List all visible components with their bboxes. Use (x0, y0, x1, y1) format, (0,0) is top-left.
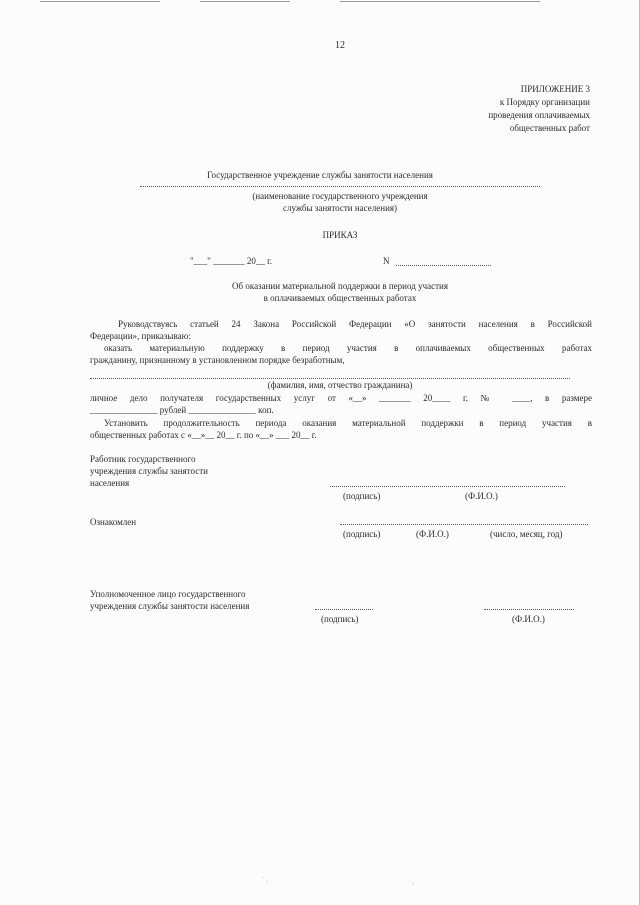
worker-label-1: Работник государственного (90, 454, 196, 464)
acquainted-label: Ознакомлен (90, 517, 137, 527)
order-number-label: N (383, 256, 390, 266)
authorized-fio-caption: (Ф.И.О.) (512, 614, 545, 624)
institution-name: Государственное учреждение службы занятости населения (207, 170, 433, 180)
order-date: "___" _______ 20__ г. (190, 256, 273, 266)
body-p2-line-2: гражданину, признанному в установленном порядке безработным, (90, 355, 345, 365)
appendix-line-3: проведения оплачиваемых (488, 110, 590, 120)
citizen-caption: (фамилия, имя, отчество гражданина) (267, 380, 413, 390)
order-title: ПРИКАЗ (322, 230, 358, 240)
appendix-line-4: общественных работ (509, 123, 590, 133)
appendix-line-2: к Порядку организации (499, 97, 590, 107)
body-p3-line-1: личное дело получателя государственных услуг от «__» _______ 20____ г. № ____, в размере (90, 393, 592, 403)
appendix-title: ПРИЛОЖЕНИЕ 3 (520, 84, 590, 94)
page-number: 12 (335, 40, 345, 51)
order-number-field (396, 265, 491, 266)
scan-noise-mark: · (412, 880, 415, 888)
institution-underline (140, 186, 540, 187)
worker-signature-field (330, 486, 565, 487)
worker-sign-caption: (подпись) (343, 491, 381, 501)
body-p4-line-2: общественных работах с «__»__ 20__ г. по «__» ___ 20__ г. (90, 430, 317, 440)
acquainted-fio-caption: (Ф.И.О.) (416, 529, 449, 539)
citizen-name-field (90, 378, 570, 379)
acquainted-sign-caption: (подпись) (343, 529, 381, 539)
authorized-sign-caption: (подпись) (321, 614, 359, 624)
acquainted-date-caption: (число, месяц, год) (490, 529, 563, 539)
institution-caption-2: службы занятости населения) (282, 203, 398, 213)
authorized-fio-field (484, 609, 574, 610)
body-p3-line-2: _______________ рублей _______________ коп. (90, 405, 274, 415)
authorized-label-1: Уполномоченное лицо государственного (90, 589, 246, 599)
acquainted-signature-field (340, 524, 588, 525)
body-p4-line-1: Установить продолжительность периода оказания материальной поддержки в период участия в (104, 418, 592, 428)
scan-noise-mark: ˙ . (262, 876, 268, 884)
order-subject-1: Об оказании материальной поддержки в период участия (232, 281, 448, 291)
worker-label-3: населения (90, 478, 130, 488)
worker-fio-caption: (Ф.И.О.) (465, 491, 498, 501)
scan-top-edge (0, 0, 640, 4)
body-p2-line-1: оказать материальную поддержку в период участия в оплачиваемых общественных работах (104, 343, 592, 353)
institution-caption-1: (наименование государственного учреждения (252, 191, 428, 201)
authorized-signature-field (315, 609, 373, 610)
authorized-label-2: учреждения службы занятости населения (90, 601, 250, 611)
worker-label-2: учреждения службы занятости (90, 466, 208, 476)
body-p1-line-2: Федерации», приказываю: (90, 331, 191, 341)
order-subject-2: в оплачиваемых общественных работах (263, 293, 417, 303)
body-p1-line-1: Руководствуясь статьей 24 Закона Российской Федерации «О занятости населения в Российской (118, 319, 592, 329)
